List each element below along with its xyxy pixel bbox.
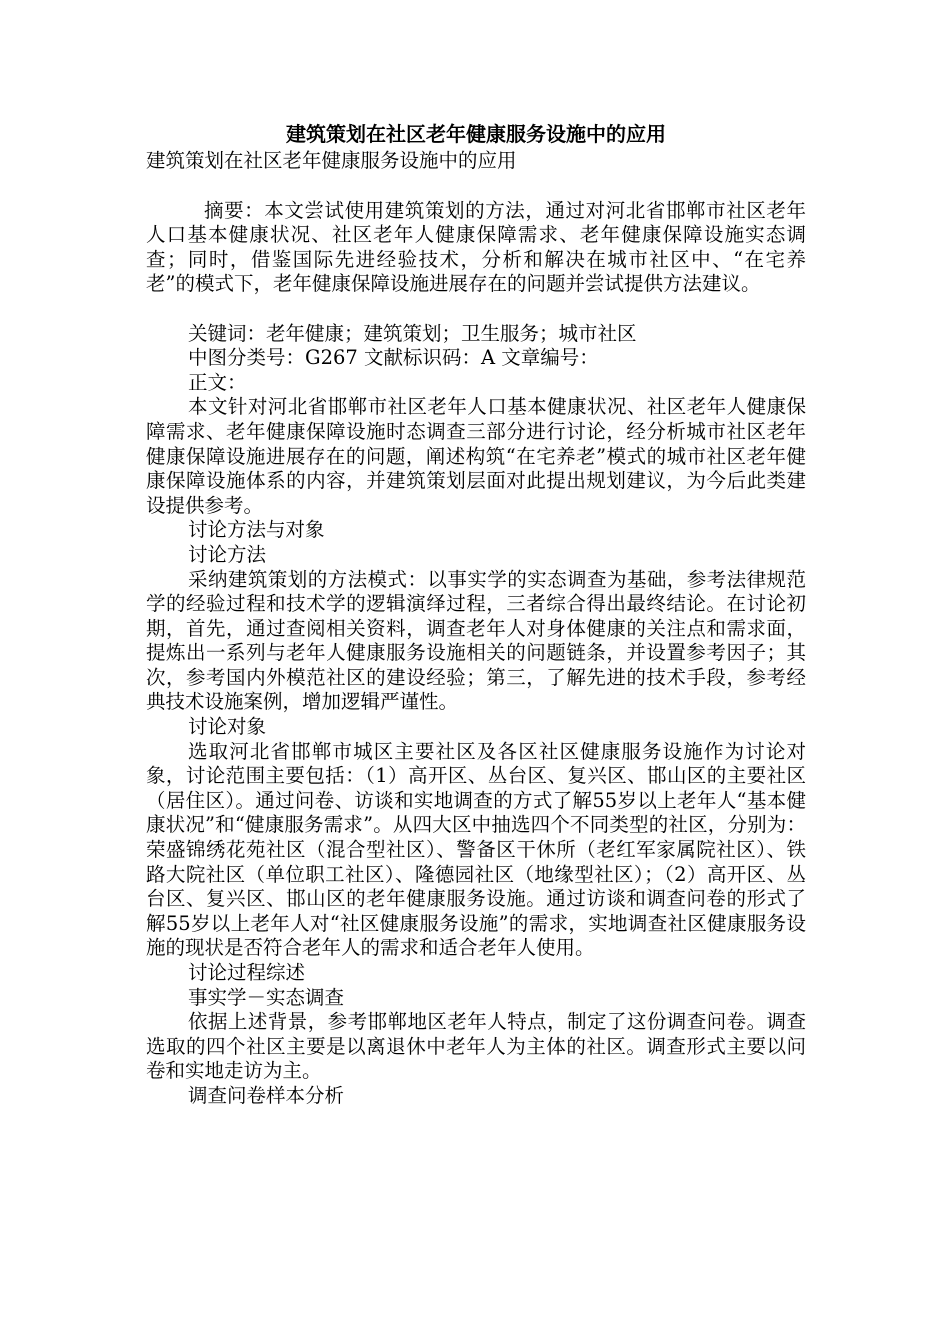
blank-line [146,297,806,322]
intro-paragraph: 本文针对河北省邯郸市社区老年人口基本健康状况、社区老年人健康保障需求、老年健康保障设施时态调查三部分进行讨论，经分析城市社区老年健康保障设施进展存在的问题，阐述构筑“在宅养老”模式的城市社区老年健康保障设施体系的内容，并建筑策划层面对此提出规划建议，为今后此类建设提供参考。 [146,395,806,517]
abstract-paragraph: 摘要：本文尝试使用建筑策划的方法，通过对河北省邯郸市社区老年人口基本健康状况、社区老年人健康保障需求、老年健康保障设施实态调查；同时，借鉴国际先进经验技术，分析和解决在城市社区中、“在宅养老”的模式下，老年健康保障设施进展存在的问题并尝试提供方法建议。 [146,198,806,296]
document-page [146,120,806,1109]
section-heading: 讨论方法与对象 [188,518,325,542]
body-label: 正文： [188,370,247,394]
survey-paragraph: 依据上述背景，参考邯郸地区老年人特点，制定了这份调查问卷。调查选取的四个社区主要是以离退休中老年人为主体的社区。调查形式主要以问卷和实地走访为主。 [146,1010,806,1083]
subsection-heading: 事实学－实态调查 [188,985,345,1009]
section-heading: 讨论过程综述 [188,961,306,984]
subsection-heading: 调查问卷样本分析 [188,1083,345,1107]
document-title: 建筑策划在社区老年健康服务设施中的应用 [286,122,666,146]
object-paragraph: 选取河北省邯郸市城区主要社区及各区社区健康服务设施作为讨论对象，讨论范围主要包括：（1）高开区、丛台区、复兴区、邯山区的主要社区（居住区）。通过问卷、访谈和实地调查的方式了解55岁以上老年人“基本健康状况”和“健康服务需求”。从四大区中抽选四个不同类型的社区，分别为：荣盛锦绣花苑社区（混合型社区）、警备区干休所（老红军家属院社区）、铁路大院社区（单位职工社区）、隆德园社区（地缘型社区）；（2）高开区、丛台区、复兴区、邯山区的老年健康服务设施。通过访谈和调查问卷的形式了解55岁以上老年人对“社区健康服务设施”的需求，实地调查社区健康服务设施的现状是否符合老年人的需求和适合老年人使用。 [146,739,806,960]
document-subtitle: 建筑策划在社区老年健康服务设施中的应用 [146,149,517,172]
subsection-heading: 讨论对象 [188,715,267,739]
subsection-heading: 讨论方法 [188,542,267,566]
classification-line: 中图分类号：G267 文献标识码：A 文章编号： [188,346,599,370]
keywords-line: 关键词：老年健康；建筑策划；卫生服务；城市社区 [188,321,637,345]
blank-line [146,174,806,199]
method-paragraph: 采纳建筑策划的方法模式：以事实学的实态调查为基础，参考法律规范学的经验过程和技术学的逻辑演绎过程，三者综合得出最终结论。在讨论初期，首先，通过查阅相关资料，调查老年人对身体健康的关注点和需求面，提炼出一系列与老年人健康服务设施相关的问题链条，并设置参考因子；其次，参考国内外模范社区的建设经验；第三，了解先进的技术手段，参考经典技术设施案例，增加逻辑严谨性。 [146,567,806,714]
